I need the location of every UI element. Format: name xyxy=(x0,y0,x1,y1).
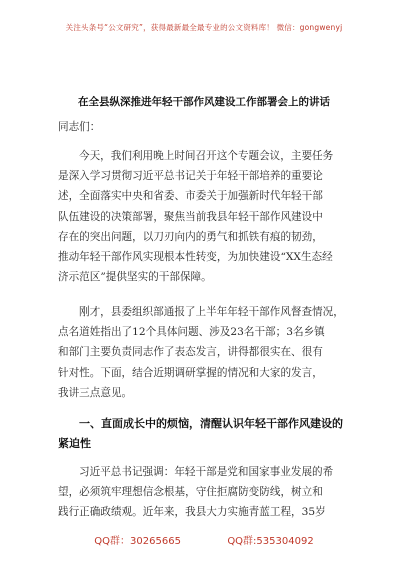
paragraph-2 xyxy=(58,302,358,403)
qq-group-1: QQ群：30265665 xyxy=(94,536,181,547)
heading-line: 一、直面成长中的烦恼，清醒认识年轻干部作风建设的 xyxy=(79,417,343,430)
header-promo-note: 关注头条号“公文研究”，获得最新最全最专业的公文资料库！ 微信：gongwenyj xyxy=(65,23,343,32)
paragraph-line: 我讲三点意见。 xyxy=(58,386,133,399)
paragraph-line: 济示范区”提供坚实的干部保障。 xyxy=(58,271,212,284)
paragraph-line: 刚才，县委组织部通报了上半年年轻干部作风督查情况， xyxy=(79,306,344,318)
heading-line: 紧迫性 xyxy=(58,437,91,450)
paragraph-line: 点名道姓指出了12个具体问题、涉及23名干部；3名乡镇 xyxy=(58,326,325,339)
paragraph-line: 和部门主要负责同志作了表态发言，讲得都很实在、很有 xyxy=(58,346,323,359)
footer-qq-groups xyxy=(0,532,408,547)
paragraph-line: 队伍建设的决策部署，聚焦当前我县年轻干部作风建设中 xyxy=(58,210,323,223)
paragraph-line: 针对性。下面，结合近期调研掌握的情况和大家的发言， xyxy=(58,366,323,379)
salutation: 同志们： xyxy=(58,121,101,133)
document-title: 在全县纵深推进年轻干部作风建设工作部署会上的讲话 xyxy=(78,96,330,108)
paragraph-line: 推动年轻干部作风实现根本性转变，为加快建设“XX生态经 xyxy=(58,251,333,264)
paragraph-3 xyxy=(58,462,358,523)
paragraph-line: 习近平总书记强调：年轻干部是党和国家事业发展的希 xyxy=(79,466,334,478)
paragraph-line: 践行正确政绩观。近年来，我县大力实施青蓝工程，35岁 xyxy=(58,506,326,519)
paragraph-1 xyxy=(58,146,358,287)
qq-group-2: QQ群:535304092 xyxy=(227,536,314,547)
paragraph-line: 今天，我们利用晚上时间召开这个专题会议，主要任务 xyxy=(79,150,334,162)
paragraph-line: 存在的突出问题，以刀刃向内的勇气和抓铁有痕的韧劲， xyxy=(58,230,323,243)
section-heading xyxy=(58,414,358,454)
paragraph-line: 是深入学习贯彻习近平总书记关于年轻干部培养的重要论 xyxy=(58,170,323,183)
paragraph-line: 望，必须筑牢理想信念根基，守住拒腐防变防线，树立和 xyxy=(58,486,323,499)
paragraph-line: 述，全面落实中央和省委、市委关于加强新时代年轻干部 xyxy=(58,190,323,203)
